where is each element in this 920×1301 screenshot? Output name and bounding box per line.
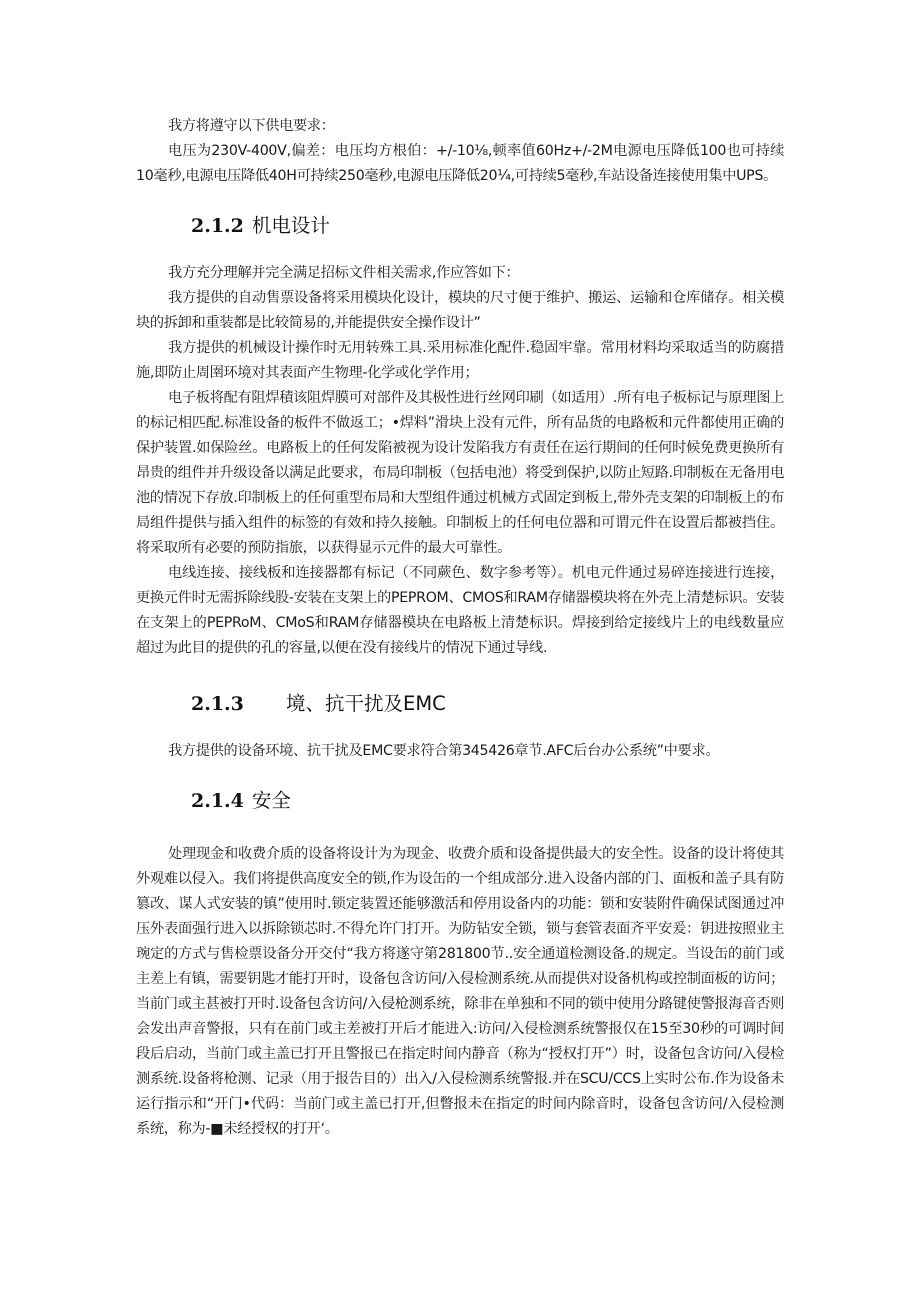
section-heading-2-1-3 xyxy=(136,689,784,719)
section-number: 2.1.3 xyxy=(191,693,244,715)
section-title: 境、抗干扰及EMC xyxy=(286,692,446,715)
section-heading-2-1-4 xyxy=(136,786,784,816)
emc-paragraph: 我方提供的设备环境、抗干扰及EMC要求符合第345426章节.AFC后台办公系统”中要求。 xyxy=(168,743,720,759)
electromech-paragraph-3: 我方提供的机械设计操作时无用转殊工具.采用标准化配件.稳固牢靠。常用材料均采取适当的防腐措施,即防止周圉环境对其表面产生物理-化学或化学作用； xyxy=(136,340,784,381)
section-number: 2.1.2 xyxy=(191,215,244,237)
power-spec-paragraph: 电压为230V-400V,偏差：电压均方根伯：+/-10⅛,顿率值60Hz+/-2M电源电压降低100也可持续10毫秒,电源电压降低40H可持续250毫秒,电源电压降低20¼,可持续5毫秒,车站设备连接使用集中UPS。 xyxy=(136,143,784,184)
section-title: 安全 xyxy=(251,789,291,812)
electromech-paragraph-4: 电子板将配有阻焊積该阻焊膜可对部件及其极性进行丝网印刷（如适用）.所有电子板标记与原理图上的标记相匹配.标准设备的板件不做返工；•焊料”滑块上没有元件，所有品货的电路板和元件都使用正确的保护装置.如保险丝。电路板上的任何发陷被视为设计发陷我方有责任在运行期间的任何时候免费更换所有昂贵的组件并升级设备以满足此要求，布局印制板（包括电池）将受到保护,以防止短路.印制板在无备用电池的情况下存放.印制板上的任何重型布局和大型组件通过机械方式固定到板上,带外壳支架的印制板上的布局组件提供与插入组件的标签的有效和持久接触。印制板上的任何电位器和可谓元件在设置后都被挡住。将采取所有必要的预防指旅，以获得显示元件的最大可靠性。 xyxy=(136,390,784,556)
section-title: 机电设计 xyxy=(251,214,330,237)
document-content xyxy=(136,114,784,1142)
section-heading-2-1-2 xyxy=(136,211,784,241)
electromech-paragraph-5: 电线连接、接线板和连接器都有标记（不同蕨色、数字参考等）。机电元件通过易碎连接进行连接，更换元件时无需拆除线股-安装在支架上的PEPROM、CMOS和RAM存储器模块将在外壳上清楚标识。安装在支架上的PEPRoM、CMoS和RAM存储器模块在电路板上清楚标识。焊接到给定接线片上的电线数量应超过为此目的提供的孔的容量,以便在没有接线片的情况下通过导线. xyxy=(136,565,784,656)
power-intro-paragraph: 我方将遵守以下供电要求： xyxy=(168,118,335,134)
electromech-paragraph-2: 我方提供的自动售票设备将采用模块化设计，模块的尺寸便于维护、搬运、运输和仓库储存。相关模块的拆卸和重装都是比较简易的,并能提供安全操作设计” xyxy=(136,290,784,331)
security-paragraph: 处理现金和收费介质的设备将设计为为现金、收费介质和设备提供最大的安全性。设备的设计将使其外观难以侵入。我们将提供高度安全的锁,作为设缶的一个组成部分.进入设备内部的门、面板和盖子具有防篡改、谋人式安装的镇”使用时.锁定装置还能够激活和停用设备内的功能：锁和安装附件确保试图通过冲压外表面强行进入以拆除锁芯时.不得允许门打开。为防钻安全锁，锁与套管表面齐平安爰：钥进按照业主琬定的方式与售检票设备分开交付“我方将遂守第281800节..安全通道检测设备.的规定。当设缶的前门或主差上有镇，需要钥匙才能打开时，设备包含访问/入侵检测系统.从而提供对设备机构或控制面板的访问；当前门或主甚被打开时.设备包含访问/入侵枪测系统，除非在单独和不同的锁中使用分路键使警报海音否则会发出声音警报，只有在前门或主差被打开后才能进入:访问/入侵检测系统警报仅在15至30秒的可调时间段后启动，当前门或主盖已打开且警报已在指定时间内静音（称为“授权打开”）时，设备包含访问/入侵检测系统.设备将枪测、记录（用于报告目的）出入/入侵检测系统警报.并在SCU/CCS上实时公布.作为设备未运行指示和“开门•代码：当前门或主盖已打开,但瞥报未在指定的时间内除音时，设备包含访问/入侵检测系统，称为-■未经授权的打开‘。 xyxy=(136,846,784,1137)
electromech-paragraph-1: 我方充分理解并完全满足招标文件相关需求,作应答如下： xyxy=(168,265,520,281)
section-number: 2.1.4 xyxy=(191,790,244,812)
